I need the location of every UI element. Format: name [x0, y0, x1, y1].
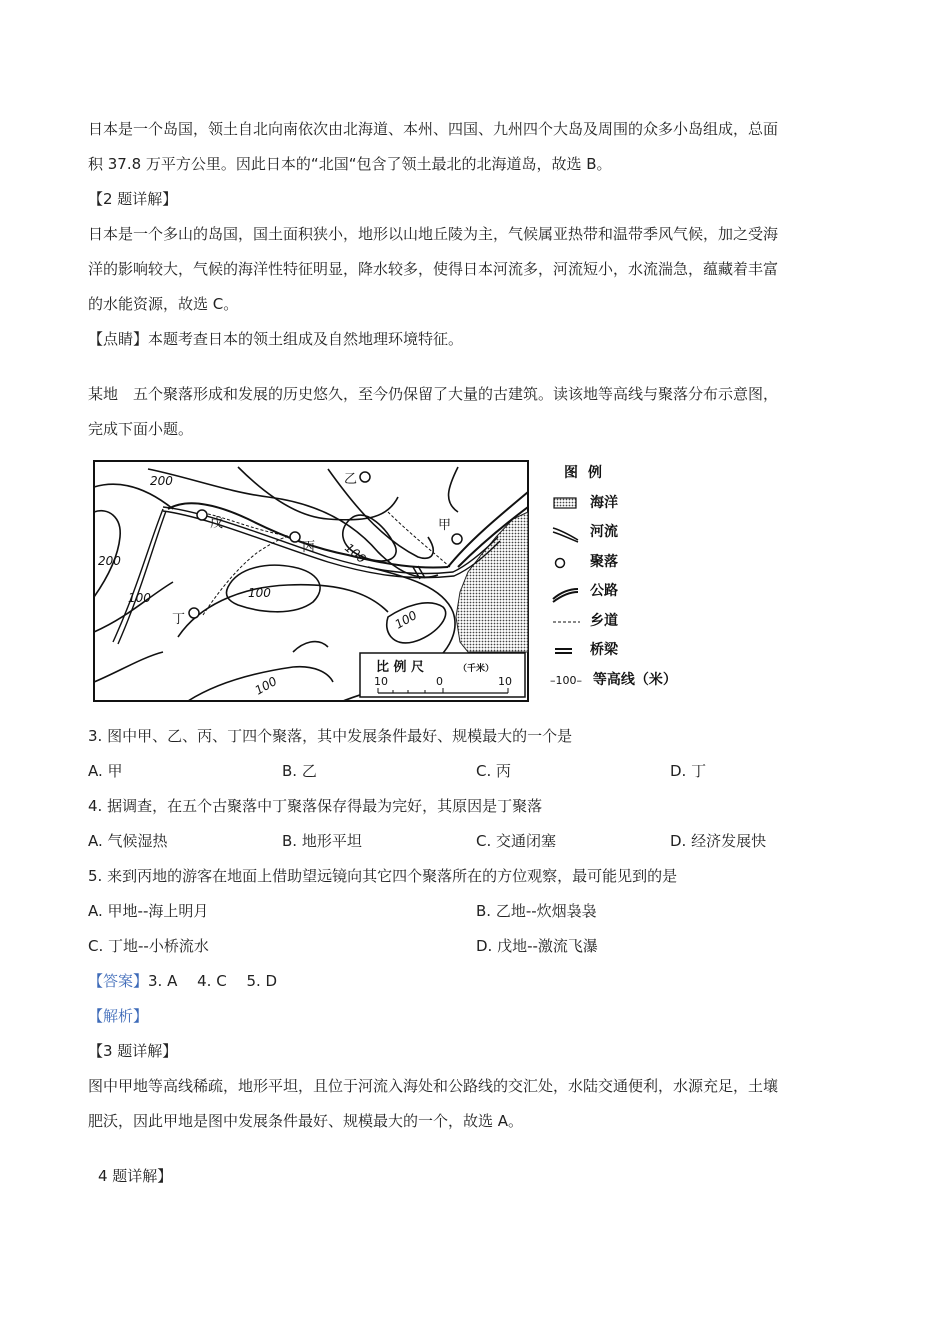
question-5-options-row-2: [88, 929, 866, 964]
settlement-icon: [550, 548, 586, 577]
legend-title: 图例: [564, 465, 612, 481]
scale-right: 10: [498, 675, 512, 688]
scale-mid: 0: [436, 675, 443, 688]
contour-label: 200: [150, 474, 173, 488]
document-page: [88, 112, 866, 1194]
legend-item-settlement: 聚落: [550, 548, 677, 578]
contour-label: 200: [98, 554, 121, 568]
scale-unit: （千米）: [458, 664, 495, 674]
q3-option-b[interactable]: B. 乙: [282, 762, 317, 780]
q5-option-c[interactable]: C. 丁地--小桥流水: [88, 937, 209, 955]
stem-line-1: 某地 五个聚落形成和发展的历史悠久，至今仍保留了大量的古建筑。读该地等高线与聚落分布示意图，: [88, 385, 779, 403]
question-4-stem: 4. 据调查，在五个古聚落中丁聚落保存得最为完好，其原因是丁聚落: [88, 797, 543, 815]
dianjing-note: 【点睛】本题考查日本的领土组成及自然地理环境特征。: [88, 330, 464, 348]
q2-heading: 【2 题详解】: [88, 190, 178, 208]
question-3-options: [88, 754, 866, 789]
label-yi: 乙: [344, 472, 358, 487]
q2-explanation-line-1: 日本是一个多山的岛国，国土面积狭小，地形以山地丘陵为主，气候属亚热带和温带季风气候，加之受海: [88, 225, 779, 243]
q5-option-b[interactable]: B. 乙地--炊烟袅袅: [476, 902, 597, 920]
scale-left: 10: [374, 675, 388, 688]
q4-heading: 4 题详解】: [98, 1167, 173, 1185]
contour-label: 100: [392, 608, 420, 632]
bridge-icon: [550, 636, 586, 665]
map-figure: [88, 457, 538, 707]
label-bing: 丙: [302, 540, 316, 555]
settlement-yi: [360, 472, 370, 482]
answer-label: 【答案】: [88, 972, 149, 990]
ocean-icon: [550, 489, 586, 518]
country-road-icon: [550, 607, 586, 636]
legend-item-highway: 公路: [550, 577, 677, 607]
answer-text: 3. A 4. C 5. D: [148, 972, 278, 990]
legend-contour-sample: –100–: [550, 673, 582, 687]
legend-item-river: 河流: [550, 518, 677, 548]
intro-line-2: 积 37.8 万平方公里。因此日本的“北国“包含了领土最北的北海道岛，故选 B。: [88, 155, 612, 173]
settlement-ding: [189, 608, 199, 618]
question-3-stem: 3. 图中甲、乙、丙、丁四个聚落，其中发展条件最好、规模最大的一个是: [88, 727, 573, 745]
question-5-options-row-1: [88, 894, 866, 929]
q3-option-d[interactable]: D. 丁: [670, 762, 707, 780]
contour-label: 100: [248, 586, 271, 600]
label-wu: 戊: [210, 516, 224, 531]
question-5-stem: 5. 来到丙地的游客在地面上借助望远镜向其它四个聚落所在的方位观察，最可能见到的是: [88, 867, 678, 885]
question-4-options: [88, 824, 866, 859]
legend-item-bridge: 桥梁: [550, 636, 677, 666]
q3-option-a[interactable]: A. 甲: [88, 762, 123, 780]
intro-line-1: 日本是一个岛国，领土自北向南依次由北海道、本州、四国、九州四个大岛及周围的众多小岛组成，总面: [88, 120, 779, 138]
q2-explanation-line-3: 的水能资源，故选 C。: [88, 295, 239, 313]
legend-item-contour: –100– 等高线（米）: [550, 671, 677, 688]
q4-option-a[interactable]: A. 气候湿热: [88, 832, 168, 850]
highway-icon: [550, 577, 586, 606]
analysis-label: 【解析】: [88, 1007, 149, 1025]
q3-heading: 【3 题详解】: [88, 1042, 178, 1060]
settlement-jia: [452, 534, 462, 544]
q4-option-d[interactable]: D. 经济发展快: [670, 832, 767, 850]
contour-label: 100: [252, 674, 280, 698]
label-ding: 丁: [172, 612, 186, 627]
legend-item-country-road: 乡道: [550, 607, 677, 637]
q3-option-c[interactable]: C. 丙: [476, 762, 512, 780]
river-icon: [550, 518, 586, 547]
q3-explanation-line-2: 肥沃，因此甲地是图中发展条件最好、规模最大的一个，故选 A。: [88, 1112, 524, 1130]
q2-explanation-line-2: 洋的影响较大，气候的海洋性特征明显，降水较多，使得日本河流多，河流短小，水流湍急，蕴藏着丰富: [88, 260, 779, 278]
contour-label: 100: [128, 591, 151, 605]
contour-settlement-map: [88, 457, 866, 709]
scale-bar: [360, 653, 525, 697]
settlement-wu: [197, 510, 207, 520]
q4-option-b[interactable]: B. 地形平坦: [282, 832, 362, 850]
legend-item-ocean: 海洋: [550, 489, 677, 519]
contour-label: 100: [342, 540, 369, 567]
map-legend: [550, 459, 677, 695]
scale-title: 比 例 尺: [376, 660, 425, 675]
stem-line-2: 完成下面小题。: [88, 420, 194, 438]
answer-line: [88, 964, 866, 999]
q5-option-a[interactable]: A. 甲地--海上明月: [88, 902, 209, 920]
q5-option-d[interactable]: D. 戊地--激流飞瀑: [476, 937, 598, 955]
q4-option-c[interactable]: C. 交通闭塞: [476, 832, 557, 850]
settlement-bing: [290, 532, 300, 542]
label-jia: 甲: [438, 518, 452, 533]
q3-explanation-line-1: 图中甲地等高线稀疏，地形平坦，且位于河流入海处和公路线的交汇处，水陆交通便利，水源充足，土壤: [88, 1077, 779, 1095]
